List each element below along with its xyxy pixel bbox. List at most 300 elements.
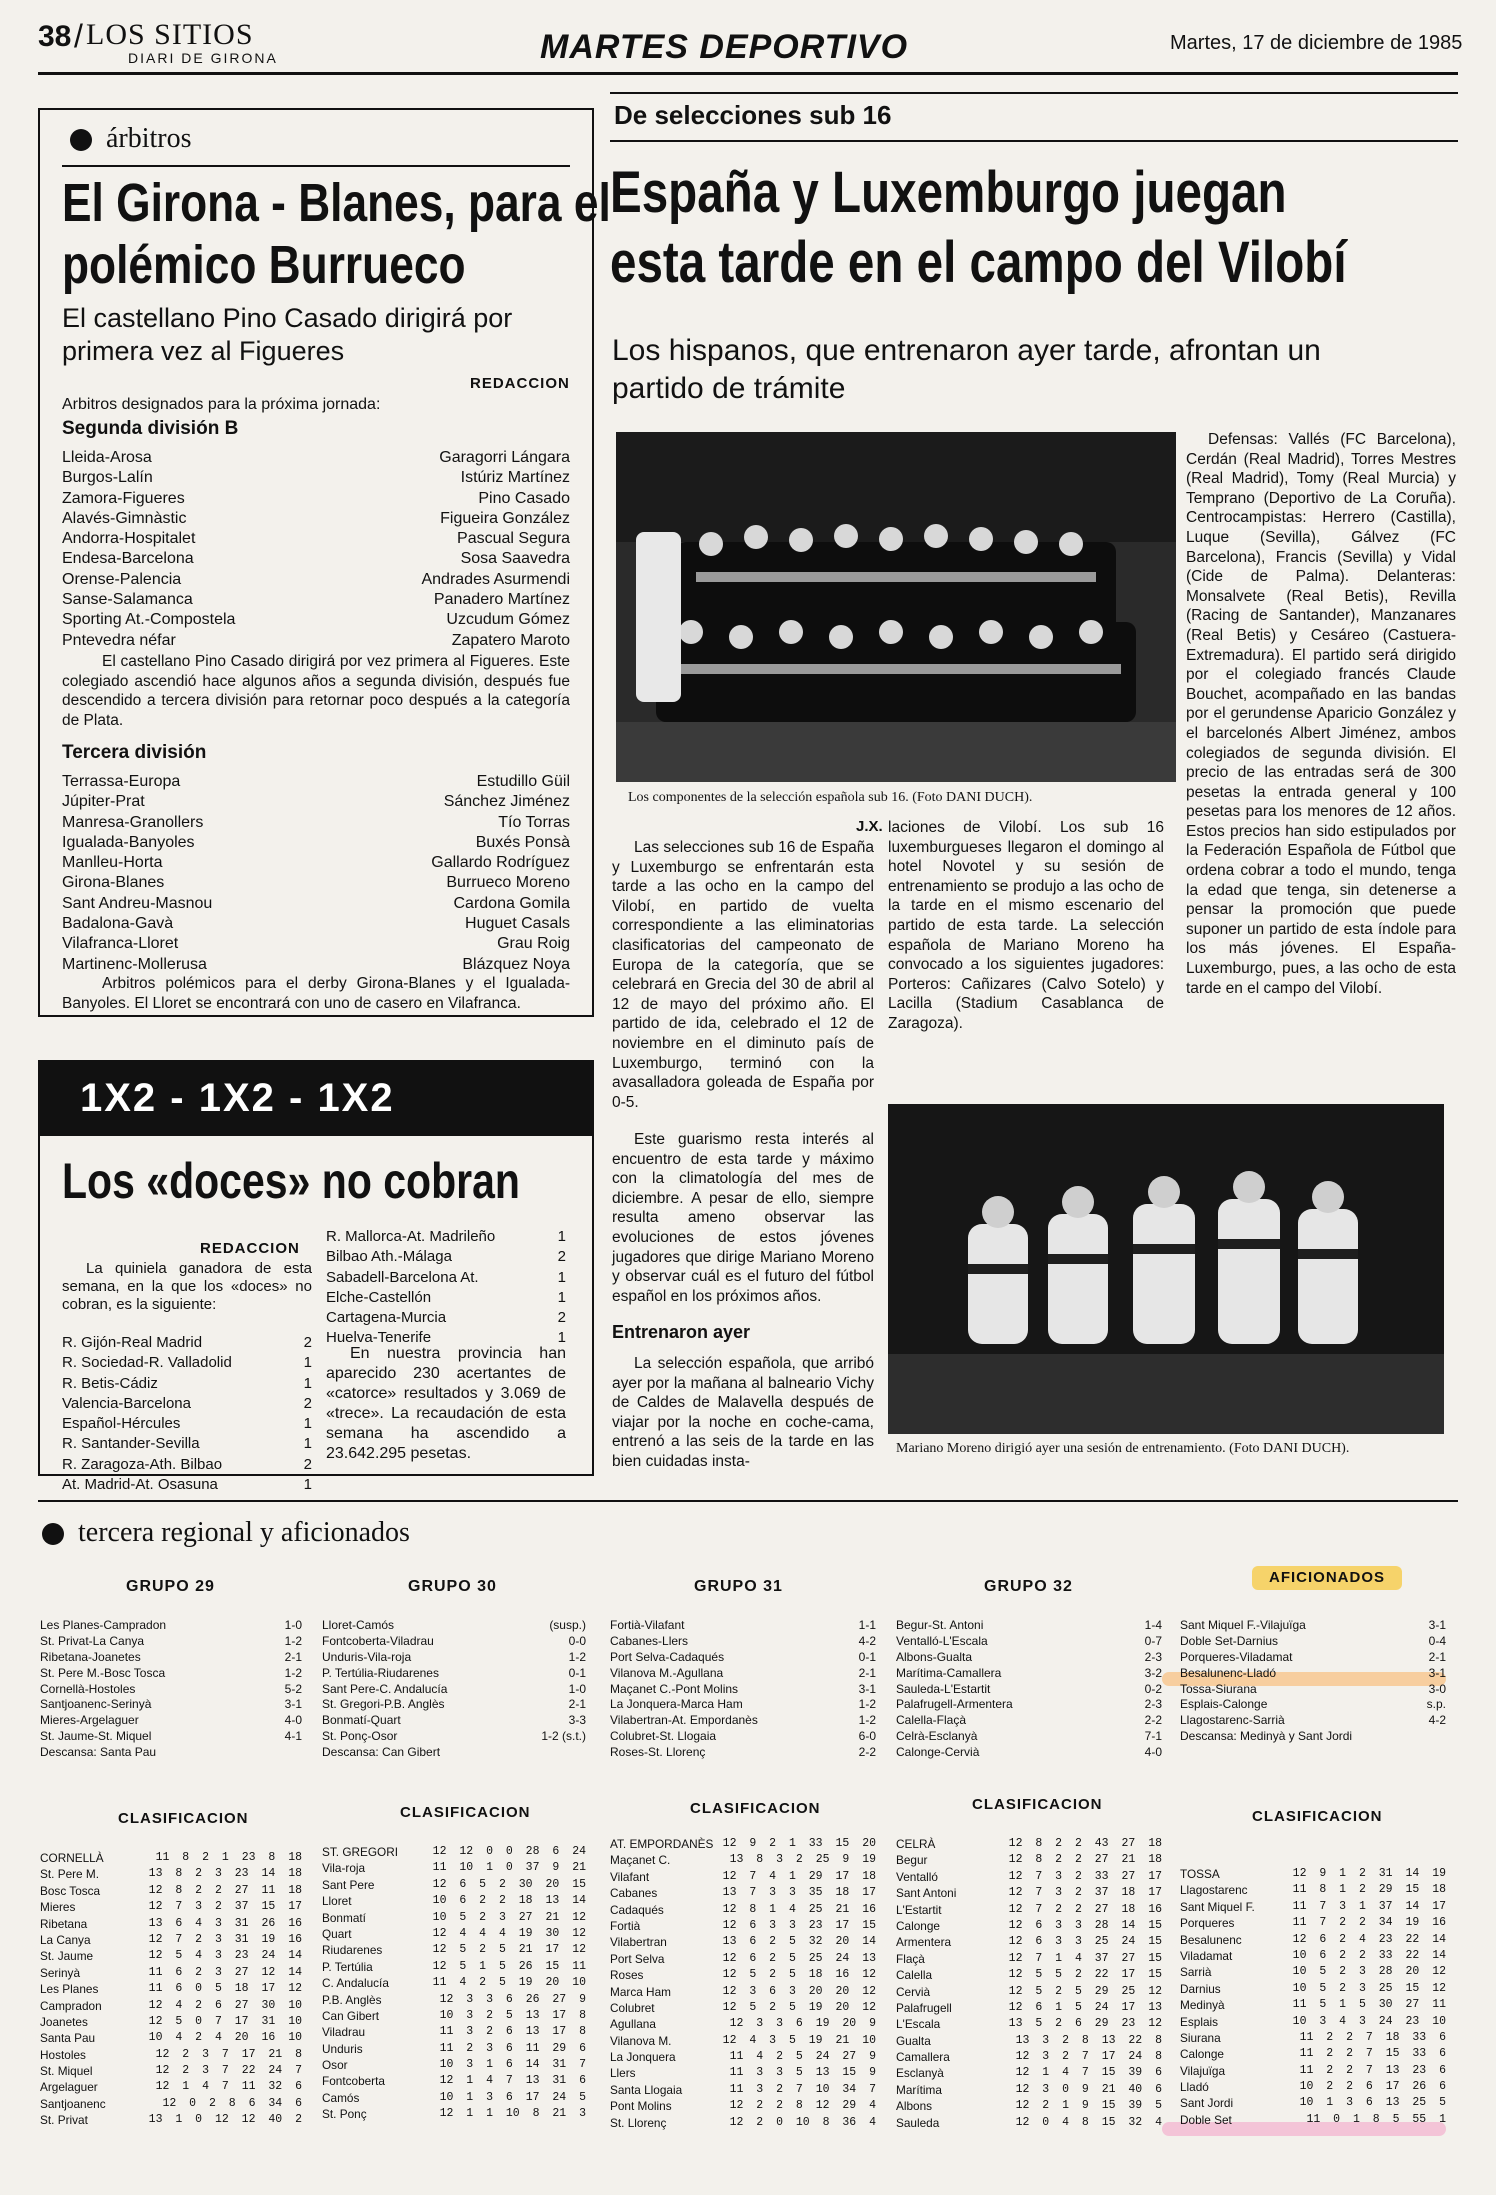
result-row-right: 3-1 [284,1697,302,1712]
table-row [896,1869,1162,1885]
table-row [1180,2063,1446,2079]
team-name: Roses [610,1968,644,1983]
team-stats: 11 2 2 7 18 33 6 [1299,2030,1446,2044]
table-row [610,1902,876,1918]
result-row-left: Colubret-St. Llogaia [610,1729,717,1744]
table-row [322,2057,586,2073]
team-name: Les Planes [40,1982,99,1997]
team-name: St. Pere M. [40,1867,100,1882]
team-stats: 13 5 2 6 29 23 12 [1008,2017,1162,2031]
result-row [1180,1634,1446,1650]
quiniela-row [62,1375,312,1395]
fixture-row-right: Grau Roig [497,935,570,953]
team-stats: 12 6 3 3 25 24 15 [1008,1935,1162,1949]
result-row-left: Descansa: Can Gibert [322,1745,441,1760]
quiniela-headline: Los «doces» no cobran [62,1153,520,1209]
result-row [322,1666,586,1682]
team-stats: 13 8 3 2 25 9 19 [729,1853,876,1867]
fixture-row-left: Sant Andreu-Masnou [62,894,213,912]
result-row-right: 0-4 [1428,1633,1446,1648]
table-row [1180,2030,1446,2046]
team-name: Llagostarenc [1180,1883,1248,1898]
table-row [1180,1866,1446,1882]
sel-kicker-rule [610,140,1458,142]
table-row [610,1885,876,1901]
team-name: Calonge [1180,2047,1224,2062]
team-stats: 12 12 0 0 28 6 24 [432,1845,586,1858]
team-name: Siurana [1180,2030,1221,2045]
quiniela-row [62,1476,312,1496]
result-row [610,1650,876,1666]
result-row-left: Sant Miquel F.-Vilajuïga [1180,1618,1306,1632]
newspaper-brand: LOS SITIOS [86,18,254,51]
quiniela-row-left: R. Sociedad-R. Valladolid [62,1354,232,1372]
quiniela-row [62,1456,312,1476]
result-row [610,1618,876,1634]
slash: / [74,18,83,54]
quiniela-row-left: R. Gijón-Real Madrid [62,1334,203,1351]
table-row [610,1951,876,1967]
fixture-row [62,934,570,954]
fixture-row [62,549,570,569]
result-row-left: Sant Pere-C. Andalucía [322,1681,448,1696]
team-stats: 10 6 2 2 33 22 14 [1292,1948,1446,1962]
fixture-row [62,772,570,792]
quiniela-row-right: 1 [303,1415,312,1433]
quiniela-closing: En nuestra provincia han aparecido 230 acertantes de «catorce» resultados y 3.069 de «trece». La recaudación de esta semana ha ascendido a 23.642.295 pesetas. [326,1345,566,1462]
team-name: P.B. Anglès [322,1992,382,2007]
team-stats: 11 2 2 7 15 33 6 [1299,2047,1446,2061]
team-stats: 11 10 1 0 37 9 21 [432,1861,586,1875]
team-stats: 12 6 2 4 23 22 14 [1292,1932,1446,1946]
result-row [896,1713,1162,1729]
fixture-row [62,853,570,873]
team-stats: 12 3 2 7 17 24 8 [1015,2050,1162,2064]
team-stats: 13 3 2 8 13 22 8 [1015,2033,1162,2047]
team-stats: 12 0 4 8 15 32 4 [1015,2115,1162,2129]
quiniela-banner: 1X2 - 1X2 - 1X2 [40,1062,592,1136]
quiniela-intro: La quiniela ganadora de esta semana, en la que los «doces» no cobran, es la siguiente: [62,1260,312,1313]
result-row-right: 3-1 [858,1681,876,1696]
team-stats: 12 6 2 5 25 24 13 [722,1951,876,1965]
team-stats: 12 2 1 9 15 39 5 [1015,2099,1162,2113]
team-stats: 12 7 3 2 37 15 17 [148,1900,302,1914]
table-row [40,2047,302,2063]
quiniela-row-right: 2 [303,1394,312,1412]
team-name: CORNELLÀ [40,1851,104,1865]
fixture-row-left: Sanse-Salamanca [62,591,193,609]
result-row-left: Celrà-Esclanyà [896,1729,978,1744]
table-row [1180,1997,1446,2013]
team-stats: 12 5 2 5 29 25 12 [1008,1984,1162,1998]
team-name: Darnius [1180,1981,1221,1996]
team-stats: 11 2 3 6 11 29 6 [439,2041,586,2055]
team-name: Joanetes [40,2014,88,2029]
result-row-left: St. Ponç-Osor [322,1729,398,1744]
team-name: Riudarenes [322,1943,383,1958]
team-stats: 11 5 1 5 30 27 11 [1292,1998,1446,2012]
arbitros-subtitle: El castellano Pino Casado dirigirá por primera vez al Figueres [62,303,513,366]
result-row-right: 1-2 [568,1649,586,1664]
quiniela-row-left: Elche-Castellón [326,1288,432,1306]
result-row-left: P. Tertúlia-Riudarenes [322,1665,439,1680]
team-name: Flaçà [896,1951,925,1966]
table-row [1180,2112,1446,2128]
team-name: Sant Pere [322,1877,375,1892]
team-stats: 12 7 2 2 27 18 16 [1008,1902,1162,1916]
team-name: Port Selva [610,1951,665,1966]
quiniela-row-left: R. Santander-Sevilla [62,1435,200,1453]
result-row-right: 2-1 [568,1697,586,1712]
table-row [896,2033,1162,2049]
team-stats: 12 7 3 2 37 18 17 [1008,1886,1162,1900]
segunda-heading: Segunda división B [62,418,239,439]
team-name: Armentera [896,1935,952,1950]
aficionados-results [1180,1618,1446,1745]
result-row-right: 6-0 [858,1729,876,1744]
fixture-row-right: Zapatero Maroto [451,631,570,649]
result-row-left: Maçanet C.-Pont Molins [610,1681,739,1696]
team-name: St. Miquel [40,2064,93,2079]
result-row-right: 1-2 (s.t.) [541,1729,586,1744]
fixture-row [62,570,570,590]
result-row [40,1650,302,1666]
table-row [610,2082,876,2098]
table-row [322,2024,586,2040]
result-row-right: (susp.) [549,1618,586,1632]
result-row-left: Esplais-Calonge [1180,1697,1268,1712]
training-photo-caption: Mariano Moreno dirigió ayer una sesión de entrenamiento. (Foto DANI DUCH). [896,1441,1350,1456]
arbitros-intro: Arbitros designados para la próxima jornada: [62,396,381,413]
quiniela-row-right: 1 [303,1374,312,1392]
result-row [40,1682,302,1698]
quiniela-row-left: Cartagena-Murcia [326,1309,447,1327]
result-row-right: 3-1 [1428,1665,1446,1680]
table-row [40,2096,302,2112]
team-photo-image [616,432,1176,782]
team-stats: 10 3 1 6 14 31 7 [439,2058,586,2072]
kicker-rule [62,165,570,167]
grupo29-table [40,1850,302,2129]
regional-kicker: tercera regional y aficionados [42,1516,410,1549]
fixture-row-right: Garagorri Lángara [439,449,570,466]
team-stats: 13 7 3 3 35 18 17 [722,1886,876,1900]
page-number: 38 [38,20,72,53]
quiniela-row-left: At. Madrid-At. Osasuna [62,1476,218,1494]
team-stats: 12 1 4 7 15 39 6 [1015,2066,1162,2080]
table-row [610,1934,876,1950]
team-name: Vilanova M. [610,2033,672,2048]
grupo32-heading: GRUPO 32 [984,1578,1073,1595]
result-row [610,1745,876,1761]
team-stats: 12 4 2 6 27 30 10 [148,1998,302,2012]
result-row-right: 2-1 [858,1665,876,1680]
team-stats: 10 1 3 6 17 24 5 [439,2090,586,2104]
table-row [610,2049,876,2065]
team-name: Sant Miquel F. [1180,1899,1255,1914]
grupo30-table [322,1844,586,2123]
result-row-left: Port Selva-Cadaqués [610,1649,725,1664]
fixture-row-left: Sporting At.-Compostela [62,611,236,629]
section-title: MARTES DEPORTIVO [540,28,909,66]
fixture-row-right: Figueira González [440,509,570,527]
table-row [322,1844,586,1860]
team-stats: 12 0 2 8 6 34 6 [162,2096,302,2110]
team-stats: 12 7 2 3 31 19 16 [148,1932,302,1946]
table-row [40,1866,302,1882]
result-row-left: Mieres-Argelaguer [40,1713,139,1728]
result-row-left: Descansa: Santa Pau [40,1745,157,1760]
table-row [896,2082,1162,2098]
quiniela-row-left: R. Betis-Cádiz [62,1374,158,1392]
fixture-row [62,590,570,610]
team-stats: 11 3 2 7 10 34 7 [729,2082,876,2096]
result-row [610,1666,876,1682]
result-row-left: Ribetana-Joanetes [40,1649,141,1664]
table-row [40,1932,302,1948]
fixture-row-right: Estudillo Güil [476,773,570,790]
seleccion-col1b: Este guarismo resta interés al encuentro de esta tarde y máximo con la climatología del mes de diciembre. A pesar de ello, siempre resulta ameno observar las evoluciones de estos jóvenes jugadores que dirige Mariano Moreno y observar cuál es el futuro del fútbol español en los próximos años. [612,1131,874,1305]
page-date: Martes, 17 de diciembre de 1985 [1170,32,1463,54]
grupo30-results [322,1618,586,1761]
result-row-left: Tossa-Siurana [1180,1681,1257,1696]
result-row-right: 0-2 [1144,1681,1162,1696]
team-name: Lloret [322,1894,352,1909]
team-name: Camós [322,2090,360,2105]
table-row [610,2000,876,2016]
team-stats: 10 5 2 3 27 21 12 [432,1910,586,1924]
training-photo [888,1104,1444,1434]
team-stats: 12 9 2 1 33 15 20 [722,1837,876,1850]
result-row-right: 4-2 [858,1633,876,1648]
table-row [40,2063,302,2079]
result-row [40,1666,302,1682]
fixture-row-right: Sánchez Jiménez [443,793,570,811]
team-name: Sant Jordi [1180,2096,1234,2111]
table-row [40,1981,302,1997]
result-row-left: La Jonquera-Marca Ham [610,1697,743,1712]
result-row-left: Marítima-Camallera [896,1665,1002,1680]
table-row [322,2041,586,2057]
table-row [610,2115,876,2131]
arbitros-headline: El Girona - Blanes, para el polémico Burrueco [62,173,611,295]
table-row [1180,2014,1446,2030]
team-stats: 12 7 1 4 37 27 15 [1008,1951,1162,1965]
table-row [40,1850,302,1866]
team-stats: 12 4 4 4 19 30 12 [432,1926,586,1940]
fixture-row-right: Pino Casado [478,489,570,507]
result-row [1180,1697,1446,1713]
result-row-left: St. Pere M.-Bosc Tosca [40,1665,166,1680]
team-name: AT. EMPORDANÈS [610,1837,714,1851]
table-row [322,1910,586,1926]
table-row [610,1869,876,1885]
fixture-row [62,813,570,833]
fixture-row [62,792,570,812]
table-row [1180,1981,1446,1997]
table-row [896,2049,1162,2065]
table-row [896,1934,1162,1950]
team-name: Camallera [896,2050,950,2065]
result-row-right: 3-2 [1144,1665,1162,1680]
table-row [322,2090,586,2106]
team-name: Bonmatí [322,1910,366,1925]
result-row-right: 4-0 [284,1713,302,1728]
team-stats: 12 1 1 10 8 21 3 [439,2107,586,2121]
seleccion-byline: J.X. [856,818,883,835]
quiniela-row [62,1435,312,1455]
team-name: Marca Ham [610,1984,671,1999]
table-row [896,1885,1162,1901]
team-stats: 10 4 2 4 20 16 10 [148,2031,302,2045]
quiniela-row [62,1354,312,1374]
table-row [1180,1964,1446,1980]
team-name: Bosc Tosca [40,1883,101,1898]
result-row-right: 4-2 [1428,1713,1446,1728]
grupo31-clasif-heading: CLASIFICACION [690,1800,821,1817]
aficionados-table [1180,1866,1446,2128]
result-row [1180,1729,1446,1745]
team-stats: 10 2 2 6 17 26 6 [1299,2080,1446,2094]
result-row [1180,1682,1446,1698]
fixture-row-right: Panadero Martínez [433,591,570,609]
team-name: Cervià [896,1984,931,1999]
fixture-row-left: Vilafranca-Lloret [62,935,179,953]
fixture-row [62,631,570,651]
result-row-right: 1-2 [284,1665,302,1680]
grupo29-clasif-heading: CLASIFICACION [118,1810,249,1827]
result-row-left: Santjoanenc-Serinyà [40,1697,152,1712]
fixture-row-left: Igualada-Banyoles [62,833,195,851]
team-name: Doble Set [1180,2112,1232,2127]
fixture-row-left: Andorra-Hospitalet [62,530,196,548]
table-row [322,2106,586,2122]
table-row [322,1959,586,1975]
team-stats: 11 0 1 8 5 55 1 [1306,2112,1446,2126]
result-row-left: Unduris-Vila-roja [322,1649,412,1664]
result-row [322,1634,586,1650]
table-row [1180,2046,1446,2062]
team-name: Calonge [896,1918,940,1933]
result-row-right: 2-2 [1144,1713,1162,1728]
quiniela-row [62,1395,312,1415]
newspaper-subtitle: DIARI DE GIRONA [128,50,278,66]
result-row [40,1729,302,1745]
result-row-left: Ventalló-L'Escala [896,1633,988,1648]
table-row [896,2000,1162,2016]
team-name: Calella [896,1968,933,1983]
result-row [322,1682,586,1698]
team-stats: 12 7 4 1 29 17 18 [722,1869,876,1883]
team-name: Besalunenc [1180,1932,1242,1947]
aficionados-heading: AFICIONADOS [1252,1566,1402,1590]
fixture-row-left: Badalona-Gavà [62,915,174,933]
team-stats: 12 6 3 3 28 14 15 [1008,1918,1162,1932]
table-row [1180,1882,1446,1898]
result-row-right: 7-1 [1144,1729,1162,1744]
table-row [1180,2095,1446,2111]
table-row [896,1836,1162,1852]
team-stats: 12 8 2 2 27 21 18 [1008,1853,1162,1867]
quiniela-row-left: Huelva-Tenerife [326,1329,432,1347]
team-name: Hostoles [40,2047,86,2062]
fixture-row [62,509,570,529]
team-name: Pont Molins [610,2099,672,2114]
fixture-row-left: Manlleu-Horta [62,854,163,872]
fixture-row [62,468,570,488]
table-row [896,1918,1162,1934]
team-name: Vilabertran [610,1935,667,1950]
team-name: Marítima [896,2082,942,2097]
result-row-right: 0-1 [858,1649,876,1664]
seleccion-headline: España y Luxemburgo juegan esta tarde en el campo del Vilobí [610,160,1347,295]
result-row [896,1745,1162,1761]
fixture-row-right: Burrueco Moreno [446,874,570,892]
result-row [1180,1650,1446,1666]
seleccion-col1c: La selección española, que arribó ayer por la mañana al balneario Vichy de Caldes de Malavella después de viajar por la noche en coche-cama, entrenó a las seis de la tarde en las bien cuidadas insta- [612,1355,874,1470]
team-name: St. Ponç [322,2107,367,2122]
quiniela-row-left: Valencia-Barcelona [62,1394,191,1412]
table-row [1180,2079,1446,2095]
result-row-left: Sauleda-L'Estartit [896,1681,991,1696]
table-row [610,2065,876,2081]
fixture-row-right: Buxés Ponsà [475,833,570,851]
team-name: Sarrià [1180,1965,1212,1980]
fixture-row-left: Orense-Palencia [62,570,182,588]
seleccion-col1: Las selecciones sub 16 de España y Luxemburgo se enfrentarán esta tarde a las ocho en la campo del Vilobí, en partido de vuelta correspondiente a las eliminatorias clasificatorias del campeonato de Europa de la categoría, que se celebrará en Grecia del 30 de abril al 12 de mayo del próximo año. El partido de ida, celebrado el 12 de noviembre en el diminuto país de Luxemburgo, terminó con la avasalladora goleada de España por 0-5. [612,839,874,1111]
result-row-right: 2-3 [1144,1697,1162,1712]
team-name: Quart [322,1926,352,1941]
fixture-row [62,833,570,853]
team-name: C. Andalucía [322,1976,389,1991]
team-stats: 10 1 3 6 13 25 5 [1299,2096,1446,2110]
quiniela-row [62,1415,312,1435]
team-name: La Jonquera [610,2050,676,2065]
quiniela-row [326,1228,566,1248]
result-row-left: Palafrugell-Armentera [896,1697,1013,1712]
team-name: Vila-roja [322,1861,366,1876]
table-row [40,1948,302,1964]
fixture-row-right: Istúriz Martínez [460,469,570,487]
team-stats: 11 3 2 6 13 17 8 [439,2025,586,2039]
result-row-left: Fontcoberta-Viladrau [322,1633,434,1648]
result-row [896,1634,1162,1650]
result-row-left: Descansa: Medinyà y Sant Jordi [1180,1729,1353,1744]
team-name: Porqueres [1180,1916,1235,1931]
result-row [322,1745,586,1761]
bullet-icon [42,1523,64,1545]
result-row [610,1682,876,1698]
fixture-row-right: Sosa Saavedra [460,550,570,568]
team-stats: 13 6 2 5 32 20 14 [722,1935,876,1949]
result-row [1180,1666,1446,1682]
team-stats: 12 6 3 3 23 17 15 [722,1918,876,1932]
result-row-right: 5-2 [284,1681,302,1696]
fixture-row-right: Huguet Casals [465,915,570,933]
team-name: Colubret [610,2000,655,2015]
team-name: Unduris [322,2041,363,2056]
result-row-right: 3-3 [568,1713,586,1728]
team-name: Osor [322,2058,348,2073]
team-name: La Canya [40,1932,91,1947]
quiniela-article [38,1060,594,1494]
sel-top-rule [610,92,1458,94]
team-stats: 11 7 2 2 34 19 16 [1292,1916,1446,1930]
team-stats: 12 5 2 5 18 16 12 [722,1968,876,1982]
result-row-left: Vilabertran-At. Empordanès [610,1713,758,1728]
grupo32-results [896,1618,1162,1761]
result-row [40,1713,302,1729]
